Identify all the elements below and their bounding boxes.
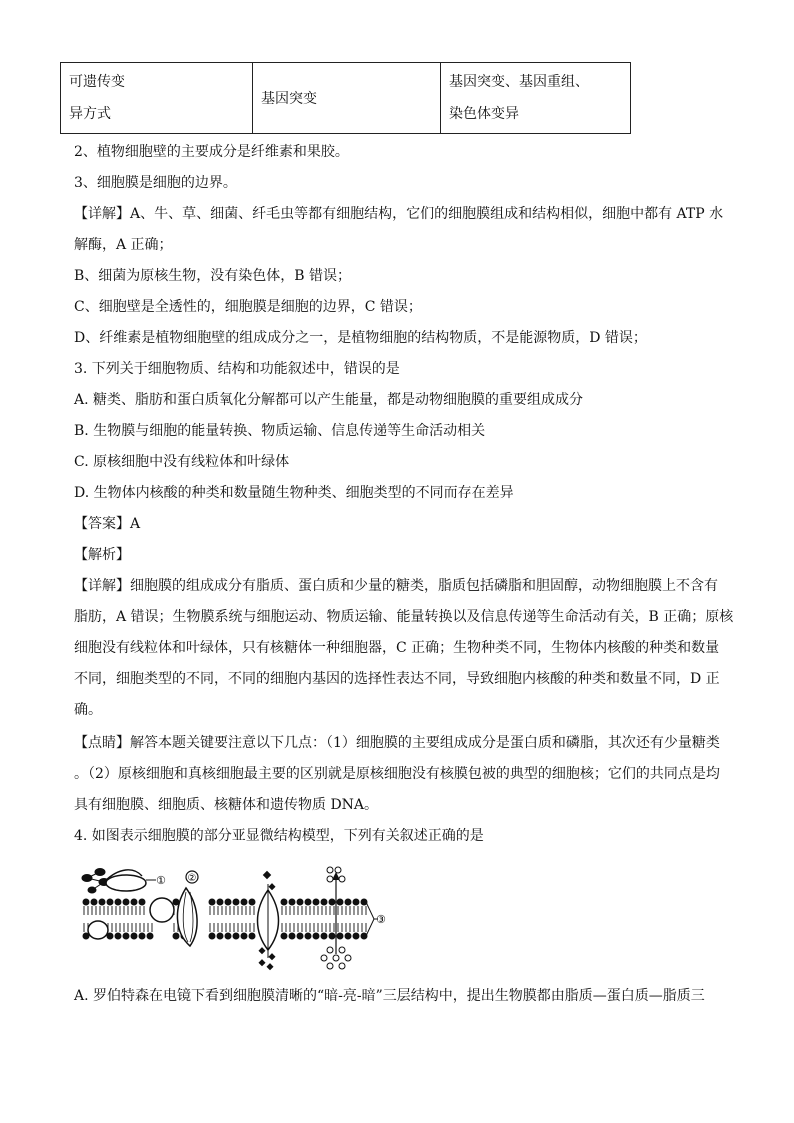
- text-line: 细胞没有线粒体和叶绿体，只有核糖体一种细胞器，C 正确；生物种类不同，生物体内核酸的种类和数量: [74, 640, 720, 656]
- table-cell-line: 基因突变、基因重组、: [449, 74, 589, 90]
- channel-protein: [177, 888, 197, 946]
- text-line: 。（2）原核细胞和真核细胞最主要的区别就是原核细胞没有核膜包被的典型的细胞核；它们的共同点是均: [74, 766, 720, 782]
- carrier-protein: [258, 884, 279, 958]
- text-line: 【详解】细胞膜的组成成分有脂质、蛋白质和少量的糖类，脂质包括磷脂和胆固醇，动物细胞膜上不含有: [74, 578, 718, 594]
- text-line: 具有细胞膜、细胞质、核糖体和遗传物质 DNA。: [74, 797, 379, 813]
- bilayer-top-heads: [83, 899, 368, 906]
- text-line: 脂肪，A 错误；生物膜系统与细胞运动、物质运输、能量转换以及信息传递等生命活动有关，B 正确；原核: [74, 609, 734, 625]
- text-line: 3、细胞膜是细胞的边界。: [74, 175, 237, 191]
- question-3-stem: 3. 下列关于细胞物质、结构和功能叙述中，错误的是: [74, 361, 400, 377]
- table-cell-line: 染色体变异: [449, 106, 519, 122]
- text-line: 不同，细胞类型的不同，不同的细胞内基因的选择性表达不同，导致细胞内核酸的种类和数量不同，D 正: [74, 671, 720, 687]
- label-2: ②: [187, 873, 197, 884]
- table-cell-gene-mutation: 基因突变: [253, 63, 441, 134]
- variation-table: [60, 62, 631, 134]
- text-line: 解酶，A 正确；: [74, 237, 173, 253]
- analysis-heading: 【解析】: [74, 547, 130, 563]
- text-line: B、细菌为原核生物，没有染色体，B 错误；: [74, 268, 352, 284]
- text-line: 确。: [74, 702, 102, 718]
- table-cell-variation-types: [441, 63, 631, 134]
- peripheral-protein: [88, 921, 108, 939]
- option-c: C. 原核细胞中没有线粒体和叶绿体: [74, 454, 290, 470]
- text-line: 【点睛】解答本题关键要注意以下几点：（1）细胞膜的主要组成成分是蛋白质和磷脂，其次还有少量糖类: [74, 735, 720, 751]
- option-d: D. 生物体内核酸的种类和数量随生物种类、细胞类型的不同而存在差异: [74, 485, 514, 501]
- table-cell-heritable-variation: [61, 63, 253, 134]
- question-4-stem: 4. 如图表示细胞膜的部分亚显微结构模型，下列有关叙述正确的是: [74, 828, 484, 844]
- table-cell-line: 可遗传变: [69, 74, 125, 90]
- option-b: B. 生物膜与细胞的能量转换、物质运输、信息传递等生命活动相关: [74, 423, 486, 439]
- text-line: 【详解】A、牛、草、细菌、纤毛虫等都有细胞结构，它们的细胞膜组成和结构相似，细胞中都有 ATP 水: [74, 206, 724, 222]
- bilayer-tails: [84, 906, 366, 932]
- option-a: A. 糖类、脂肪和蛋白质氧化分解都可以产生能量，都是动物细胞膜的重要组成成分: [74, 392, 584, 408]
- text-line: D、纤维素是植物细胞壁的组成成分之一，是植物细胞的结构物质，不是能源物质，D 错误；: [74, 330, 647, 346]
- embedded-protein: [150, 898, 174, 922]
- bilayer-bottom-heads: [83, 933, 368, 940]
- table-cell-line: 异方式: [69, 106, 111, 122]
- membrane-diagram: [74, 862, 394, 972]
- label-1: ①: [156, 874, 166, 887]
- text-line: C、细胞壁是全透性的，细胞膜是细胞的边界，C 错误；: [74, 299, 422, 315]
- text-line: 2、植物细胞壁的主要成分是纤维素和果胶。: [74, 144, 349, 160]
- question-4-option-a: A. 罗伯特森在电镜下看到细胞膜清晰的“暗-亮-暗”三层结构中，提出生物膜都由脂质—蛋白质—脂质三: [74, 988, 705, 1004]
- answer: 【答案】A: [74, 516, 141, 532]
- label-3: ③: [376, 913, 386, 926]
